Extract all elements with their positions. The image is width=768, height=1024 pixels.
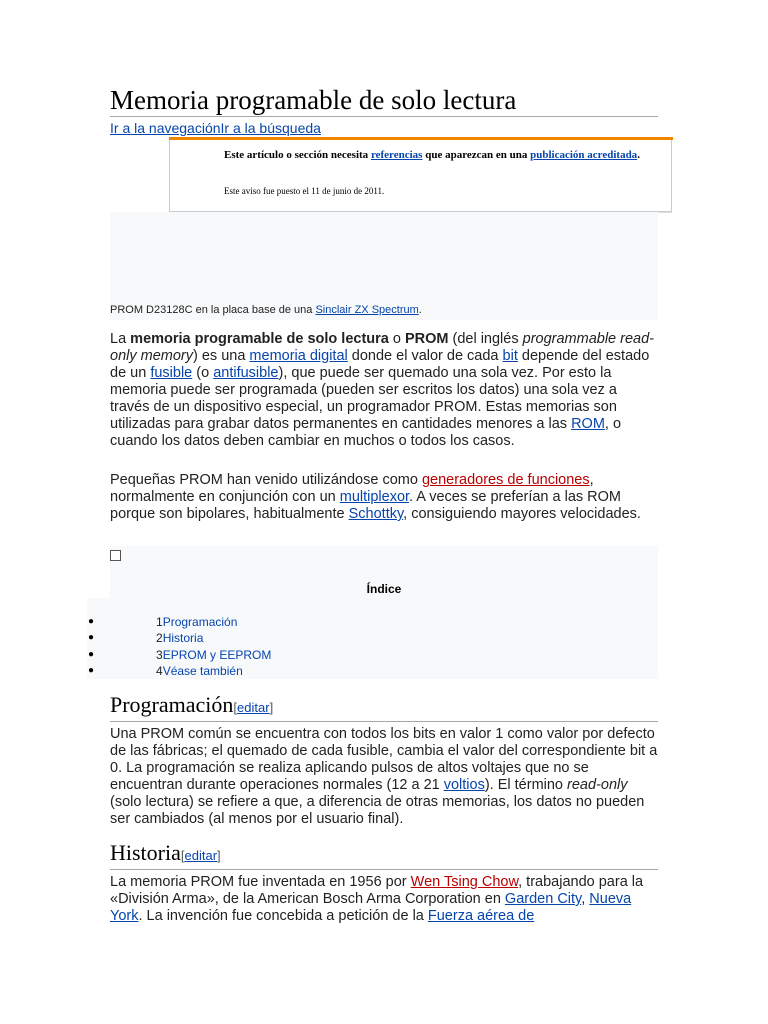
bit-link[interactable]: bit <box>502 348 518 364</box>
sinclair-zx-spectrum-link[interactable]: Sinclair ZX Spectrum <box>315 304 419 316</box>
notice-message <box>224 148 664 163</box>
bullet-icon: ● <box>88 665 95 676</box>
antifusible-link[interactable]: antifusible <box>213 365 279 381</box>
memoria-digital-link[interactable]: memoria digital <box>249 348 348 364</box>
rom-link[interactable]: ROM <box>571 416 605 432</box>
toc-title: Índice <box>366 582 402 596</box>
section-heading-programacion: Programación[editar] <box>110 692 658 722</box>
bullet-icon: ● <box>88 649 95 660</box>
toc-item-historia[interactable]: 2Historia <box>156 631 204 645</box>
fuerza-aerea-link[interactable]: Fuerza aérea de <box>427 908 535 924</box>
garden-city-link[interactable]: Garden City <box>504 891 582 907</box>
multiplexor-link[interactable]: multiplexor <box>339 489 410 505</box>
toc-item-vease-tambien[interactable]: 4Véase también <box>156 664 243 678</box>
intro-paragraph: La memoria programable de solo lectura o PROM (del inglés programmable read-only memory) es una memoria digital donde el valor de cada bit depende del estado de un fusible (o antifusible), que puede ser quemado una sola vez. Por esto la memoria puede ser programada (pueden ser escritos los datos) una sola vez a través de un dispositivo especial, un programador PROM. Estas memorias son utilizadas para grabar datos permanentes en cantidades menores a las ROM, o cuando los datos deben cambiar en muchos o todos los casos. <box>110 331 654 449</box>
page-title: Memoria programable de solo lectura <box>110 84 658 117</box>
figure-caption <box>110 304 422 316</box>
generadores-de-funciones-link[interactable]: generadores de funciones <box>421 472 590 488</box>
historia-paragraph: La memoria PROM fue inventada en 1956 por Wen Tsing Chow, trabajando para la «División Arma», de la American Bosch Arma Corporation en Garden City, Nueva York. La invención fue concebida a petición de la Fuerza aérea de <box>110 874 644 924</box>
jump-to-navigation-link[interactable]: Ir a la navegación <box>110 120 221 136</box>
jump-links <box>110 120 321 137</box>
schottky-link[interactable]: Schottky <box>348 506 404 522</box>
bullet-icon: ● <box>88 616 95 627</box>
notice-text: Este artículo o sección necesita <box>224 149 371 161</box>
bullet-icon: ● <box>88 632 95 643</box>
figure-thumbnail <box>110 212 658 320</box>
programacion-paragraph: Una PROM común se encuentra con todos los bits en valor 1 como valor por defecto de las fábricas; el quemado de cada fusible, cambia el valor del correspondiente bit a 0. La programación se realiza aplicando pulsos de altos voltajes que no se encuentran durante operaciones normales (12 a 21 voltios). El término read-only (solo lectura) se refiere a que, a diferencia de otras memorias, los datos no pueden ser cambiados (al menos por el usuario final). <box>110 726 658 827</box>
references-link[interactable]: referencias <box>370 149 423 161</box>
section-heading-historia: Historia[editar] <box>110 840 658 870</box>
edit-historia-link[interactable]: editar <box>184 848 218 863</box>
fusible-link[interactable]: fusible <box>150 365 193 381</box>
wen-tsing-chow-link[interactable]: Wen Tsing Chow <box>410 874 519 890</box>
edit-programacion-link[interactable]: editar <box>237 700 270 715</box>
caption-text: PROM D23128C en la placa base de una <box>110 304 316 316</box>
accredited-publication-link[interactable]: publicación acreditada <box>530 149 638 161</box>
nueva-york-link[interactable]: Nueva York <box>110 891 632 924</box>
voltios-link[interactable]: voltios <box>443 777 485 793</box>
notice-text: . <box>637 149 640 161</box>
references-notice-box <box>169 137 672 212</box>
caption-text: . <box>418 304 422 316</box>
notice-date: Este aviso fue puesto el 11 de junio de 2011. <box>224 186 385 196</box>
table-of-contents <box>110 546 658 679</box>
toc-toggle-checkbox[interactable] <box>110 550 121 561</box>
jump-to-search-link[interactable]: Ir a la búsqueda <box>220 120 321 136</box>
notice-text: que aparezcan en una <box>422 149 531 161</box>
notice-stripe <box>169 137 673 140</box>
second-paragraph: Pequeñas PROM han venido utilizándose como generadores de funciones, normalmente en conjunción con un multiplexor. A veces se preferían a las ROM porque son bipolares, habitualmente Schottky, consiguiendo mayores velocidades. <box>110 472 641 522</box>
toc-item-eprom-y-eeprom[interactable]: 3EPROM y EEPROM <box>156 648 272 662</box>
toc-item-programacion[interactable]: 1Programación <box>156 615 238 629</box>
